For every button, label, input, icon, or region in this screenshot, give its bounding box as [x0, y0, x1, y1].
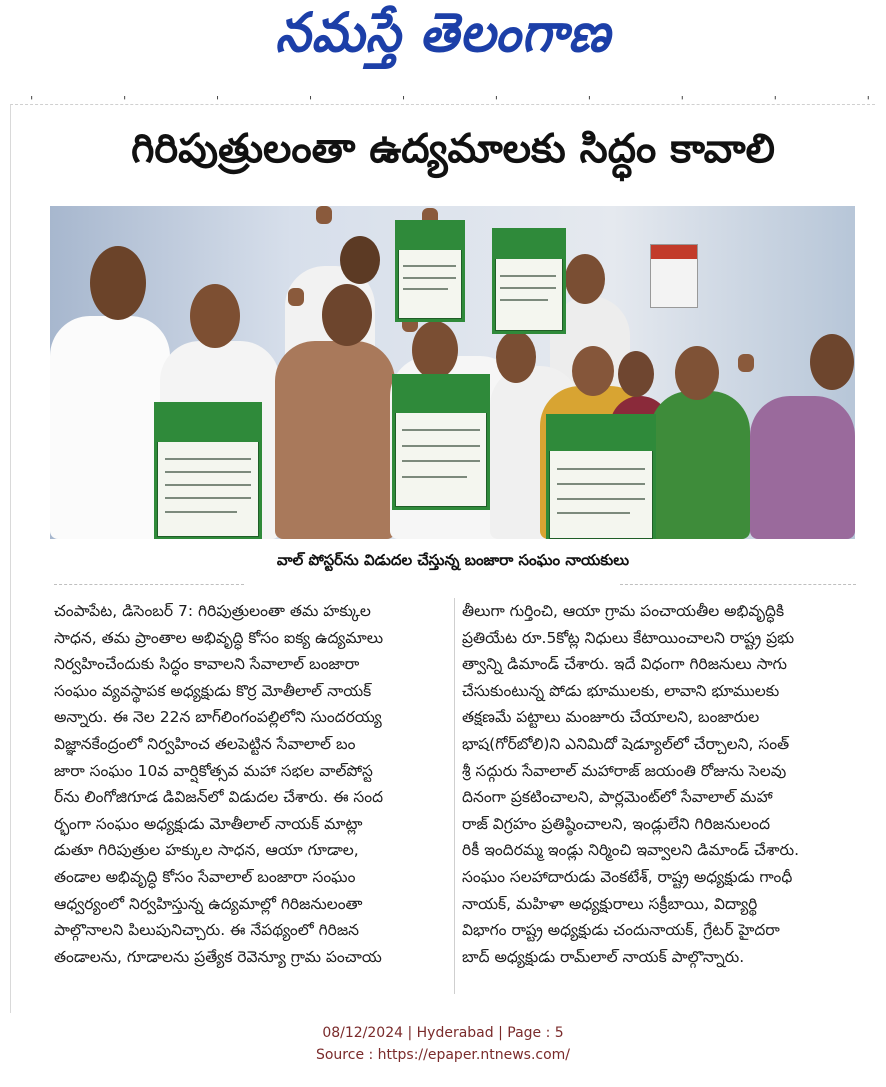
- body-text-line: విజ్ఞానకేంద్రంలో నిర్వహించ తలపెట్టిన సేవాలాల్ బం: [54, 734, 356, 753]
- body-text-line: చేసుకుంటున్న పోడు భూములకు, లావాని భూములకు: [462, 681, 780, 700]
- article-body-left-column: [54, 598, 448, 998]
- column-divider: [454, 598, 455, 994]
- person-head: [90, 246, 146, 320]
- footer-date-edition: 08/12/2024 | Hyderabad | Page : 5: [322, 1025, 564, 1041]
- body-text-line: పాల్గొనాలని పిలుపునిచ్చారు. ఈ నేపథ్యంలో గిరిజన: [54, 921, 360, 940]
- body-text-line: విభాగం రాష్ట్ర అధ్యక్షుడు చందునాయక్, గ్రేటర్ హైదరా: [462, 921, 780, 940]
- caption-rule-right: [620, 584, 856, 585]
- wall-poster: [154, 402, 262, 539]
- raised-fist: [288, 288, 304, 306]
- article-body-right-column: [462, 598, 858, 998]
- body-text-line: చంపాపేట, డిసెంబర్ 7: గిరిపుత్రులంతా తమ హక్కుల: [54, 602, 371, 620]
- person: [750, 396, 855, 539]
- body-text-line: నిర్వహించేందుకు సిద్ధం కావాలని సేవాలాల్ బంజారా: [54, 655, 360, 674]
- body-text-line: నాయక్, మహిళా అధ్యక్షురాలు సక్రీబాయి, విద్యార్థి: [462, 894, 758, 913]
- body-text-line: తండాలను, గూడాలను ప్రత్యేక రెవెన్యూ గ్రామ పంచాయ: [54, 947, 382, 966]
- page-footer: [0, 1022, 886, 1072]
- body-text-line: తక్షణమే పట్టాలు మంజూరు చేయాలని, బంజారుల: [462, 708, 760, 727]
- person-head: [810, 334, 854, 390]
- footer-source: Source : https://epaper.ntnews.com/: [315, 1047, 571, 1063]
- article-photo: [50, 206, 855, 539]
- body-text-line: ప్రతియేట రూ.5కోట్ల నిధులు కేటాయించాలని రాష్ట్ర ప్రభు: [462, 628, 795, 647]
- wall-calendar: [650, 244, 698, 308]
- masthead: [0, 0, 886, 78]
- body-text-line: సంఘం వ్యవస్థాపక అధ్యక్షుడు కొర్ర మోతీలాల్ నాయక్: [54, 681, 372, 700]
- photo-caption: వాల్ పోస్టర్‌ను విడుదల చేస్తున్న బంజారా సంఘం నాయకులు: [276, 551, 630, 569]
- body-text-line: రాజ్ విగ్రహం ప్రతిష్ఠించాలని, ఇండ్లులేని గిరిజనులంద: [462, 814, 771, 833]
- body-text-line: బాద్ అధ్యక్షుడు రామ్‌లాల్ నాయక్ పాల్గొన్నారు.: [462, 947, 745, 966]
- wall-poster: [492, 228, 566, 334]
- newspaper-title: నమస్తే తెలంగాణ: [275, 0, 611, 64]
- body-text-line: జారా సంఘం 10వ వార్షికోత్సవ మహా సభల వాల్‌పోస్ట: [54, 761, 373, 780]
- person-head: [496, 331, 536, 383]
- raised-fist: [738, 354, 754, 372]
- body-text-line: అన్నారు. ఈ నెల 22న బాగ్‌లింగంపల్లిలోని సుందరయ్య: [54, 708, 382, 727]
- person-head: [572, 346, 614, 396]
- person-head: [412, 321, 458, 379]
- wall-poster: [392, 374, 490, 510]
- body-text-line: భాష(గోర్‌బోలి)ని ఎనిమిదో షెడ్యూల్‌లో చేర్చాలని, సంత్: [462, 734, 790, 753]
- person-head: [190, 284, 240, 348]
- person-head: [565, 254, 605, 304]
- wall-poster: [546, 414, 656, 539]
- article-headline: గిరిపుత్రులంతా ఉద్యమాలకు సిద్ధం కావాలి: [131, 126, 775, 172]
- body-text-line: ఆధ్వర్యంలో నిర్వహిస్తున్న ఉద్యమాల్లో గిరిజనులంతా: [54, 894, 363, 913]
- wall-poster: [395, 220, 465, 322]
- body-text-line: తీలుగా గుర్తించి, ఆయా గ్రామ పంచాయతీల అభివృద్ధికి: [462, 602, 785, 620]
- body-text-line: డుతూ గిరిపుత్రుల హక్కుల సాధన, ఆయా గూడాల,: [54, 841, 359, 860]
- body-text-line: తండాల అభివృద్ధి కోసం సేవాలాల్ బంజారా సంఘం: [54, 867, 356, 886]
- body-text-line: ర్‌ను లింగోజిగూడ డివిజన్‌లో విడుదల చేశారు. ఈ సంద: [54, 788, 384, 807]
- body-text-line: దినంగా ప్రకటించాలని, పార్లమెంట్‌లో సేవాలాల్ మహా: [462, 788, 773, 807]
- body-text-line: శ్రీ సద్గురు సేవాలాల్ మహారాజ్ జయంతి రోజును సెలవు: [462, 761, 787, 780]
- body-text-line: ర్భంగా సంఘం అధ్యక్షుడు మోతీలాల్ నాయక్ మాట్లా: [54, 814, 363, 833]
- body-text-line: త్వాన్ని డిమాండ్ చేశారు. ఇదే విధంగా గిరిజనులు సాగు: [462, 655, 787, 674]
- page-crop-marks: ' ' ' ' ' ' ' ' ' ': [30, 94, 870, 108]
- person: [275, 341, 395, 539]
- body-text-line: సంఘం సలహాదారుడు వెంకటేశ్, రాష్ట్ర అధ్యక్షుడు గాంధీ: [462, 867, 793, 886]
- body-text-line: సాధన, తమ ప్రాంతాల అభివృద్ధి కోసం ఐక్య ఉద్యమాలు: [54, 628, 384, 647]
- caption-rule-left: [54, 584, 244, 585]
- person-head: [675, 346, 719, 400]
- person-head: [618, 351, 654, 397]
- person-head: [340, 236, 380, 284]
- raised-fist: [316, 206, 332, 224]
- person: [50, 316, 170, 539]
- person-head: [322, 284, 372, 346]
- person: [650, 391, 750, 539]
- body-text-line: రికీ ఇందిరమ్మ ఇండ్లు నిర్మించి ఇవ్వాలని డిమాండ్ చేశారు.: [462, 841, 800, 860]
